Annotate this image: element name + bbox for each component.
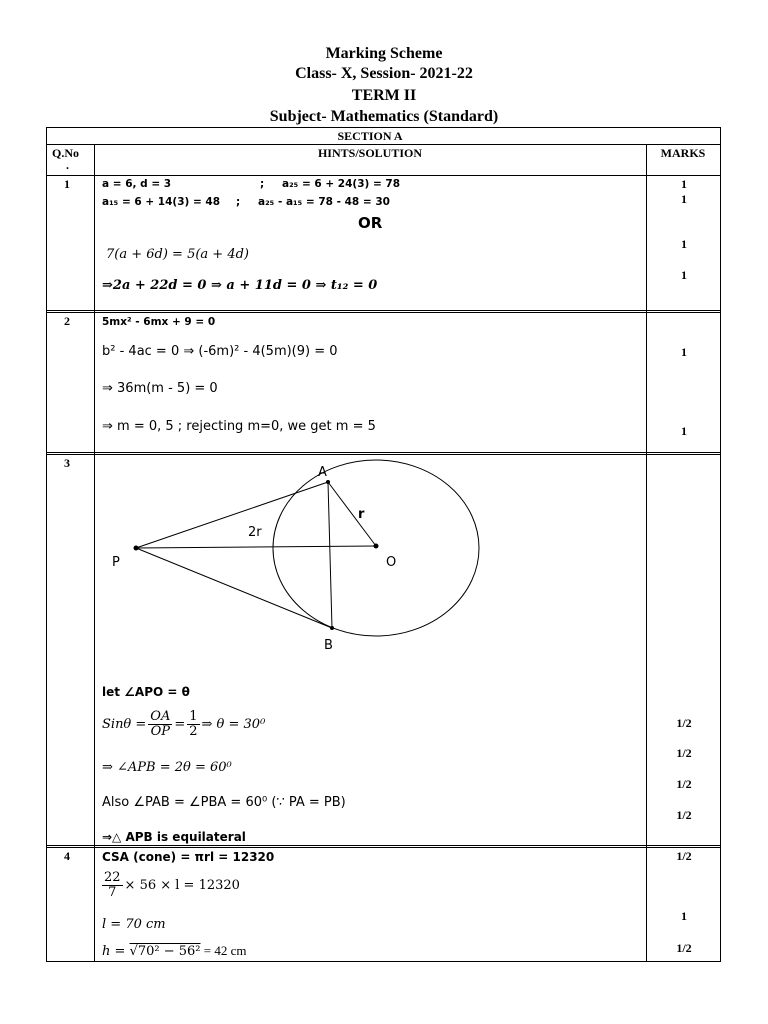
sin-text: Sinθ = <box>102 717 147 732</box>
table-rule <box>46 847 721 848</box>
section-heading: SECTION A <box>337 129 403 143</box>
denominator: 2 <box>189 724 198 739</box>
equation: ⇒2a + 22d = 0 ⇒ a + 11d = 0 ⇒ t₁₂ = 0 <box>102 278 378 293</box>
mark: 1/2 <box>676 746 692 760</box>
h-label: h = <box>102 944 130 959</box>
mark: 1 <box>681 237 687 251</box>
solution-line: a₂₅ - a₁₅ = 78 - 48 = 30 <box>258 196 390 208</box>
col-header-marks: MARKS <box>660 146 706 160</box>
solution-line-sin <box>102 710 265 739</box>
table-rule <box>46 310 721 311</box>
table-border-top <box>46 127 721 128</box>
table-rule <box>46 845 721 846</box>
tangent-pa <box>136 482 328 548</box>
denominator: 7 <box>108 885 117 900</box>
point-p <box>134 546 139 551</box>
subject: Subject- Mathematics (Standard) <box>269 108 499 125</box>
equals: = <box>174 717 186 732</box>
mark: 1 <box>681 345 687 359</box>
solution-line: a₁₅ = 6 + 14(3) = 48 <box>102 196 221 208</box>
mark: 1/2 <box>676 716 692 730</box>
numerator: 1 <box>189 709 198 724</box>
h-result: = 42 cm <box>200 943 247 958</box>
solution-line: ⇒△ APB is equilateral <box>102 830 246 844</box>
or-label: OR <box>358 214 383 232</box>
table-col-divider <box>94 144 95 961</box>
sqrt-expression: √70² − 56² <box>129 944 201 959</box>
question-number: 1 <box>64 177 70 191</box>
label-p: P <box>112 555 120 570</box>
label-2r: 2r <box>248 525 262 540</box>
question-number: 4 <box>64 849 70 863</box>
equation: 7(a + 6d) = 5(a + 4d) <box>106 247 249 262</box>
solution-line: b² - 4ac = 0 ⇒ (-6m)² - 4(5m)(9) = 0 <box>102 344 338 359</box>
csa-equation: × 56 × l = 12320 <box>124 878 240 893</box>
solution-line: ⇒ ∠APB = 2θ = 60⁰ <box>102 760 232 775</box>
point-a <box>326 480 330 484</box>
mark: 1/2 <box>676 849 692 863</box>
doc-title: Marking Scheme <box>325 45 443 62</box>
tangent-figure <box>96 456 516 666</box>
solution-line: ⇒ 36m(m - 5) = 0 <box>102 381 218 396</box>
table-border-bottom <box>46 961 721 962</box>
col-header-qno: Q.No <box>52 146 79 160</box>
table-rule <box>46 144 721 145</box>
solution-line: CSA (cone) = πrl = 12320 <box>102 850 275 864</box>
point-o <box>374 544 379 549</box>
label-a: A <box>318 465 327 480</box>
point-b <box>330 626 334 630</box>
col-header-qno-dot: . <box>66 158 69 172</box>
label-b: B <box>324 638 333 653</box>
solution-line-height <box>102 942 246 960</box>
fraction-oa-op <box>148 710 172 739</box>
fraction-half <box>187 710 199 739</box>
numerator: 22 <box>104 870 121 885</box>
denominator: OP <box>150 724 171 739</box>
mark: 1 <box>681 192 687 206</box>
mark: 1 <box>681 424 687 438</box>
segment-po <box>136 546 376 548</box>
fraction-22-7 <box>102 871 123 900</box>
col-header-hints: HINTS/SOLUTION <box>317 146 423 160</box>
solution-line: 5mx² - 6mx + 9 = 0 <box>102 316 216 328</box>
separator: ; <box>260 178 265 190</box>
question-number: 3 <box>64 456 70 470</box>
solution-line: ⇒ m = 0, 5 ; rejecting m=0, we get m = 5 <box>102 419 376 434</box>
mark: 1 <box>681 268 687 282</box>
table-rule <box>46 454 721 455</box>
separator: ; <box>236 196 241 208</box>
table-border-right <box>720 127 721 962</box>
mark: 1/2 <box>676 777 692 791</box>
mark: 1 <box>681 909 687 923</box>
mark: 1 <box>681 177 687 191</box>
table-rule <box>46 452 721 453</box>
class-session: Class- X, Session- 2021-22 <box>295 65 473 82</box>
table-col-divider <box>646 144 647 961</box>
solution-line: Also ∠PAB = ∠PBA = 60⁰ (∵ PA = PB) <box>102 795 346 810</box>
term: TERM II <box>351 87 417 104</box>
solution-line: l = 70 cm <box>102 917 166 932</box>
numerator: OA <box>150 709 171 724</box>
radius-oa <box>328 482 376 546</box>
solution-line-csa <box>100 871 240 900</box>
tangent-pb <box>136 548 332 628</box>
mark: 1/2 <box>676 808 692 822</box>
label-o: O <box>386 555 397 570</box>
question-number: 2 <box>64 314 70 328</box>
table-rule <box>46 312 721 313</box>
solution-line: a = 6, d = 3 <box>102 178 172 190</box>
solution-line: a₂₅ = 6 + 24(3) = 78 <box>282 178 401 190</box>
table-rule <box>46 175 721 176</box>
table-border-left <box>46 127 47 962</box>
solution-line: let ∠APO = θ <box>102 685 190 699</box>
theta-result: ⇒ θ = 30⁰ <box>201 717 266 732</box>
label-r: r <box>358 507 365 522</box>
mark: 1/2 <box>676 941 692 955</box>
chord-ab <box>328 482 332 628</box>
